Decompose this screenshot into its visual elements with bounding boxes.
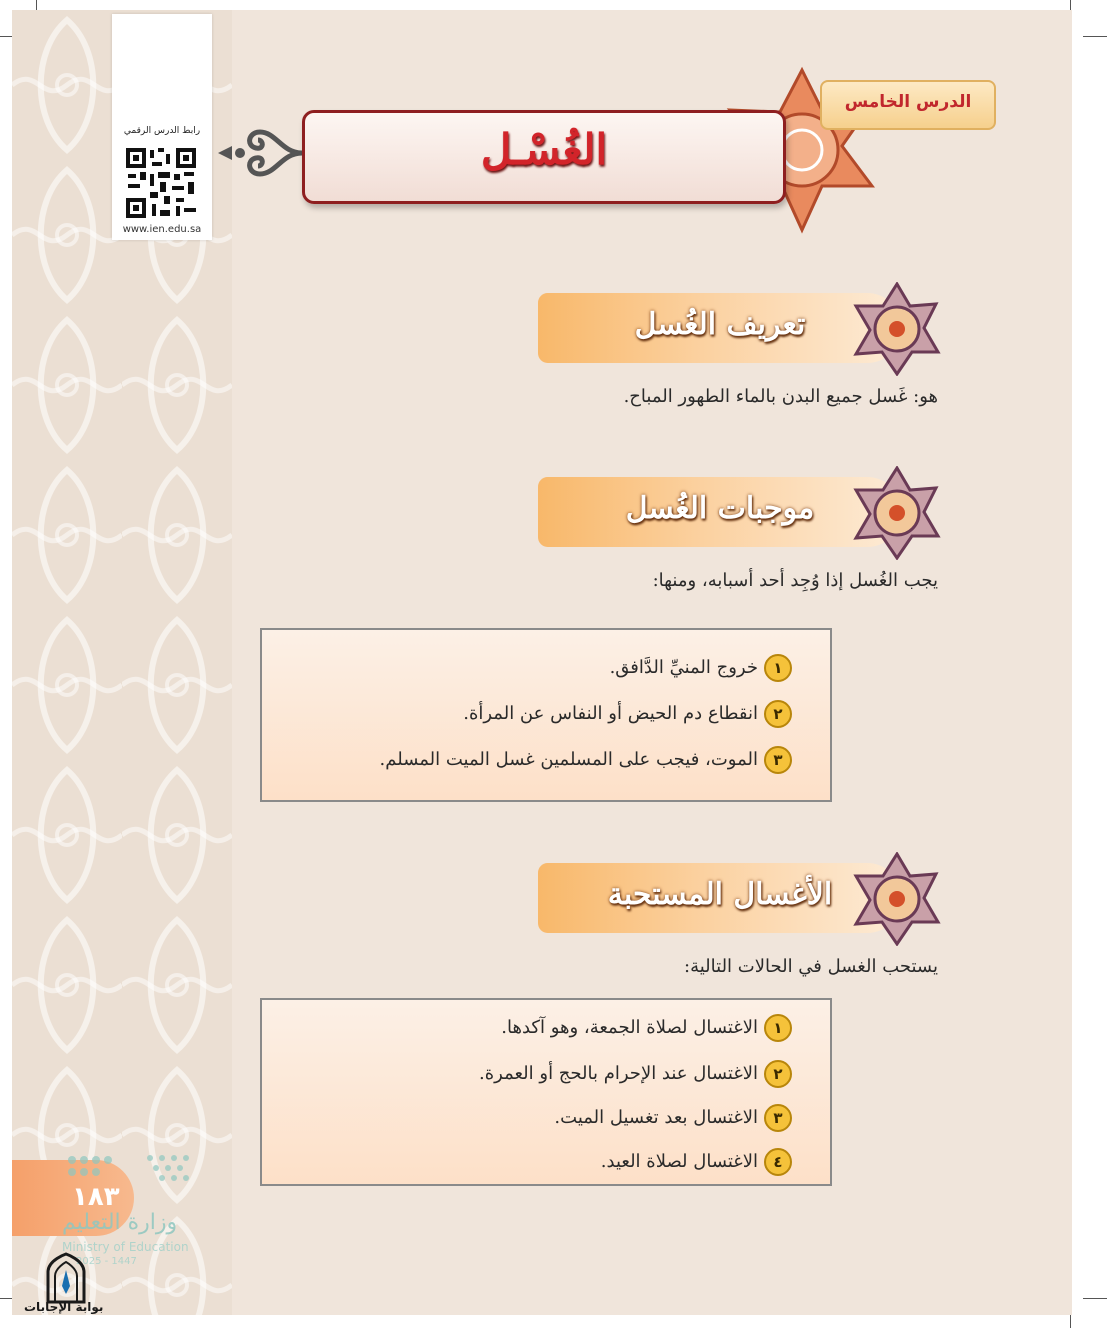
list-item — [380, 746, 792, 774]
section-title: الأغسال المستحبة — [607, 877, 833, 912]
rosette-icon — [850, 282, 944, 376]
qr-url[interactable]: www.ien.edu.sa — [122, 224, 202, 235]
list-item — [610, 654, 792, 682]
textbook-page — [12, 10, 1072, 1315]
page-number: ١٨٣ — [72, 1182, 120, 1212]
number-badge: ١ — [764, 1014, 792, 1042]
lesson-badge — [820, 80, 996, 130]
list-item-text: انقطاع دم الحيض أو النفاس عن المرأة. — [463, 703, 758, 724]
list-item-text: الاغتسال لصلاة العيد. — [600, 1151, 758, 1172]
number-badge: ٢ — [764, 700, 792, 728]
section-title: موجبات الغُسل — [625, 491, 815, 526]
list-item — [554, 1104, 792, 1132]
number-badge: ١ — [764, 654, 792, 682]
portal-logo-icon[interactable] — [44, 1252, 88, 1304]
rosette-icon — [850, 852, 944, 946]
list-item-text: الاغتسال بعد تغسيل الميت. — [554, 1107, 758, 1128]
lesson-title: الغُسْـل — [480, 125, 608, 174]
portal-name[interactable]: بوابة الإجابات — [24, 1300, 104, 1314]
qr-label: رابط الدرس الرقمي — [123, 126, 201, 136]
lesson-badge-text: الدرس الخامس — [844, 92, 972, 112]
list-item-text: الموت، فيجب على المسلمين غسل الميت المسلم. — [379, 749, 758, 770]
list-item-text: الاغتسال لصلاة الجمعة، وهو آكدها. — [501, 1017, 758, 1038]
ministry-year: 2025 - 1447 — [76, 1256, 137, 1267]
recommended-list-box — [260, 998, 832, 1186]
section-header-definition — [538, 293, 902, 363]
number-badge: ٣ — [764, 1104, 792, 1132]
definition-text: هو: غَسل جميع البدن بالماء الطهور المباح. — [623, 386, 938, 407]
list-item — [463, 700, 792, 728]
ministry-name-arabic: وزارة التعليم — [62, 1210, 178, 1235]
recommended-intro: يستحب الغسل في الحالات التالية: — [684, 956, 938, 977]
obligations-intro: يجب الغُسل إذا وُجِد أحد أسبابه، ومنها: — [652, 570, 938, 591]
section-title: تعريف الغُسل — [634, 307, 806, 342]
list-item — [479, 1060, 792, 1088]
lesson-title-frame — [302, 110, 786, 204]
scroll-ornament-icon — [212, 118, 306, 188]
number-badge: ٢ — [764, 1060, 792, 1088]
ministry-name-english: Ministry of Education — [62, 1240, 189, 1254]
section-header-recommended — [538, 863, 902, 933]
rosette-icon — [850, 466, 944, 560]
list-item-text: خروج المنيِّ الدَّافق. — [609, 657, 758, 678]
qr-code-icon[interactable] — [124, 146, 198, 220]
section-header-obligations — [538, 477, 902, 547]
ministry-dots-logo-icon — [62, 1150, 202, 1206]
obligations-list-box — [260, 628, 832, 802]
number-badge: ٤ — [764, 1148, 792, 1176]
list-item — [601, 1148, 792, 1176]
list-item — [501, 1014, 792, 1042]
number-badge: ٣ — [764, 746, 792, 774]
qr-card[interactable] — [112, 14, 212, 240]
list-item-text: الاغتسال عند الإحرام بالحج أو العمرة. — [479, 1063, 758, 1084]
